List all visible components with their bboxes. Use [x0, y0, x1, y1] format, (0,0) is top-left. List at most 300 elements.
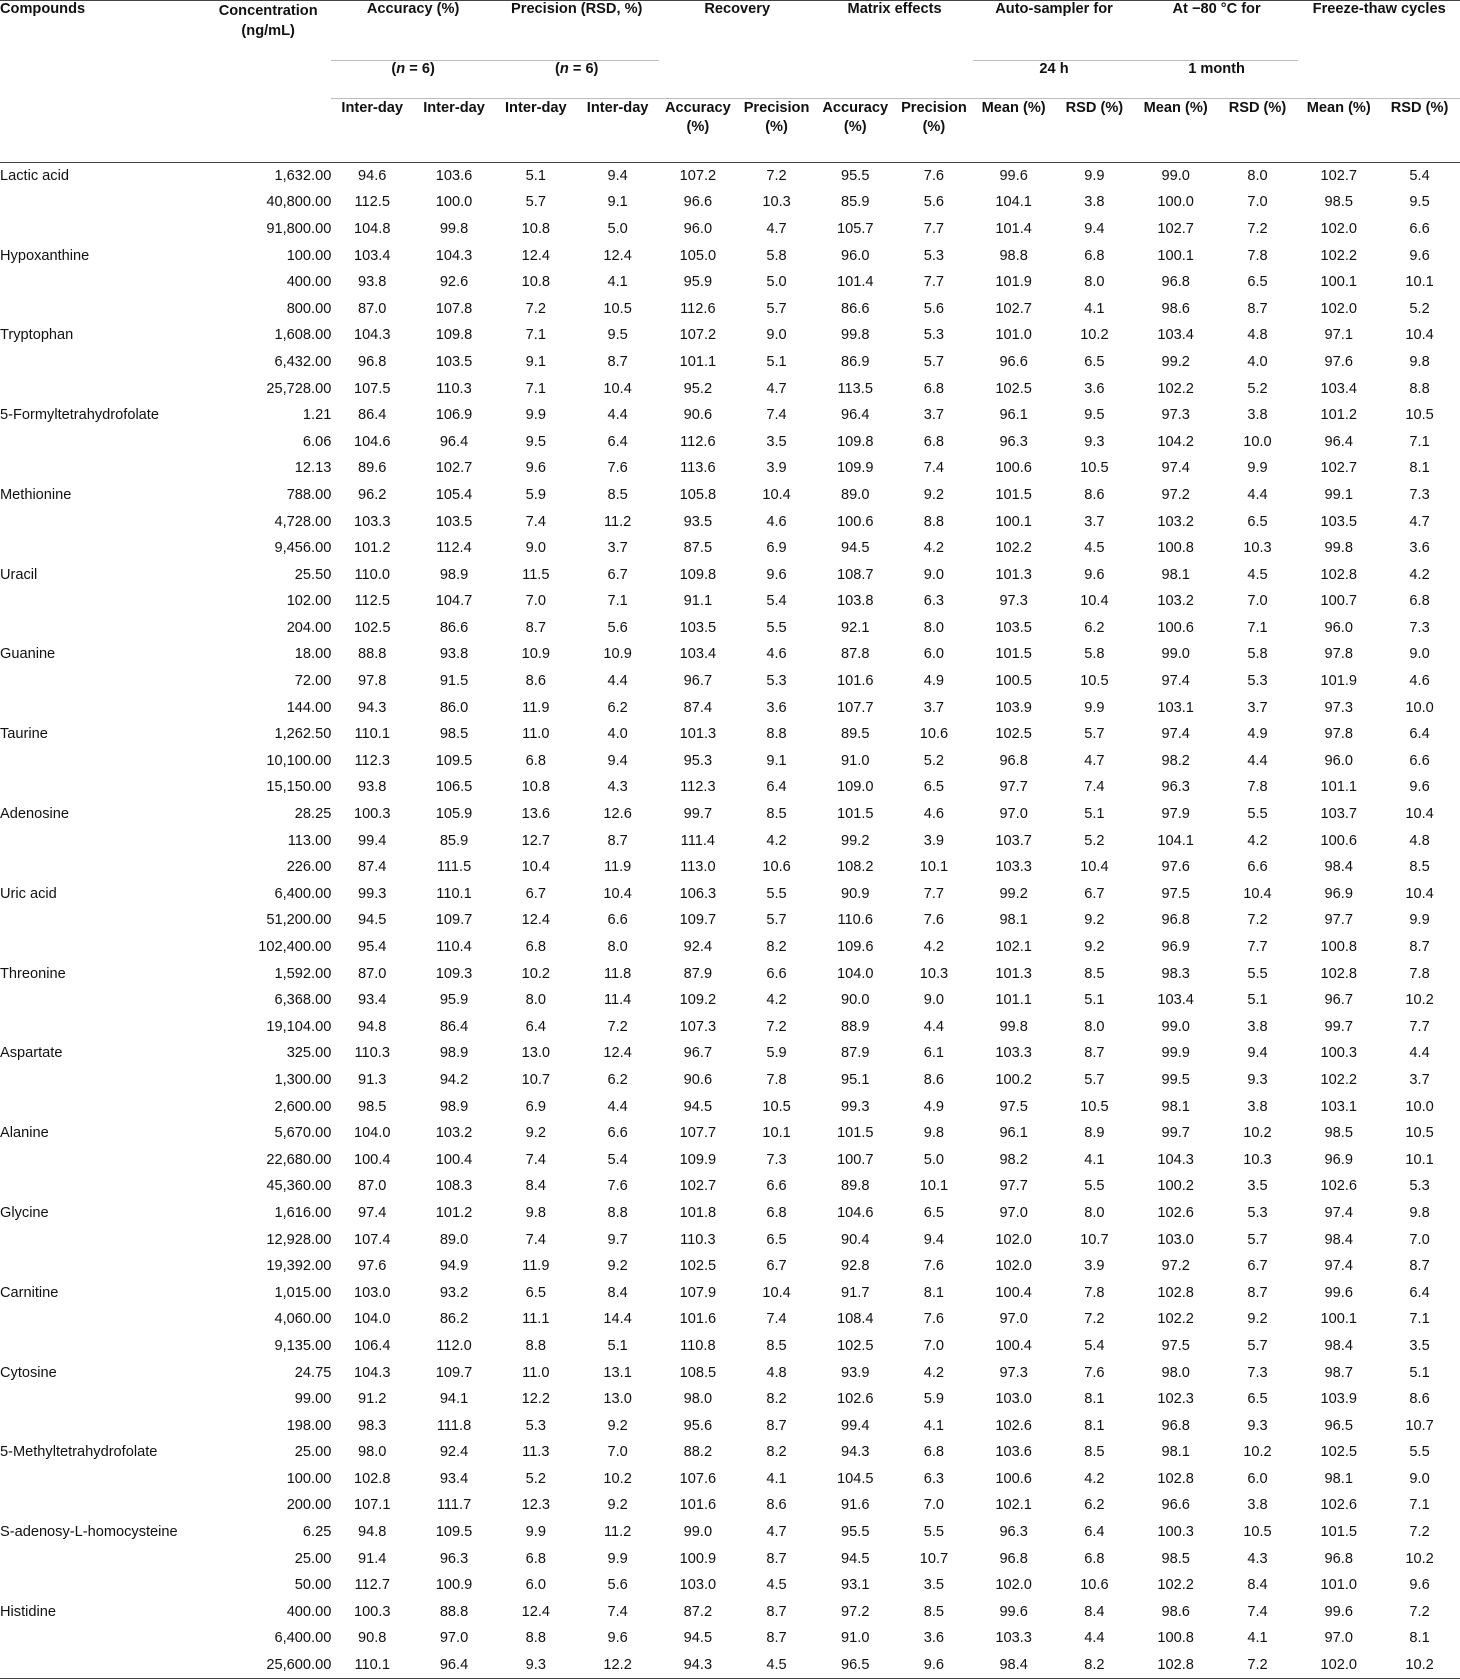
header-row-2: [0, 61, 1460, 99]
recovery-precision-cell: 4.8: [766, 1364, 787, 1381]
matrix-accuracy-cell: 94.5: [841, 1550, 870, 1567]
matrix-accuracy-cell: 87.9: [841, 1045, 870, 1062]
compound-cell: [0, 455, 205, 482]
matrix-precision-cell: 6.5: [923, 1204, 945, 1221]
matrix-precision-cell: 3.5: [923, 1577, 945, 1594]
precision-inter-day-cell: 8.0: [525, 992, 546, 1009]
freeze-thaw-mean-cell: 101.9: [1320, 673, 1358, 690]
accuracy-inter-day-cell-2: 94.9: [439, 1258, 469, 1275]
recovery-accuracy-cell: 107.9: [679, 1284, 717, 1301]
recovery-precision-cell: 4.1: [766, 1470, 787, 1487]
matrix-accuracy-cell: 107.7: [836, 699, 874, 716]
autosampler-mean-cell: 101.9: [995, 274, 1032, 291]
concentration-cell: 1,608.00: [274, 327, 332, 344]
freeze-thaw-rsd-cell: 7.7: [1409, 1018, 1430, 1035]
matrix-precision-cell: 4.4: [923, 1018, 945, 1035]
autosampler-rsd-cell: 4.4: [1084, 1630, 1105, 1647]
freeze-thaw-rsd-cell: 7.2: [1409, 1524, 1430, 1541]
table-row: [0, 748, 1460, 775]
autosampler-rsd-cell: 10.5: [1080, 460, 1109, 477]
minus80-rsd-cell: 5.5: [1247, 806, 1268, 823]
freeze-thaw-rsd-cell: 9.9: [1409, 912, 1430, 929]
minus80-rsd-cell: 5.2: [1247, 380, 1268, 397]
freeze-thaw-mean-cell: 98.4: [1324, 1337, 1353, 1354]
header-blank: [0, 99, 205, 163]
autosampler-mean-cell: 100.4: [995, 1284, 1032, 1301]
matrix-precision-cell: 4.9: [923, 1098, 945, 1115]
accuracy-inter-day-cell: 93.8: [358, 779, 387, 796]
freeze-thaw-rsd-cell: 9.0: [1409, 1470, 1430, 1487]
autosampler-rsd-cell: 5.7: [1084, 726, 1105, 743]
recovery-precision-cell: 10.4: [762, 1284, 791, 1301]
minus80-mean-cell: 97.6: [1161, 859, 1190, 876]
recovery-precision-cell: 10.4: [762, 486, 791, 503]
subheader-cell: Mean (%): [1298, 99, 1379, 163]
minus80-rsd-cell: 4.8: [1247, 327, 1268, 344]
minus80-rsd-cell: 5.5: [1247, 965, 1268, 982]
matrix-accuracy-cell: 109.0: [836, 779, 874, 796]
minus80-mean-cell: 98.0: [1161, 1364, 1190, 1381]
freeze-thaw-mean-cell: 99.6: [1324, 1603, 1353, 1620]
recovery-precision-cell: 5.7: [766, 912, 787, 929]
recovery-precision-cell: 8.7: [766, 1630, 787, 1647]
autosampler-rsd-cell: 4.1: [1084, 300, 1105, 317]
precision-inter-day-cell-2: 7.6: [607, 460, 628, 477]
compound-cell: [0, 295, 205, 322]
precision-inter-day-cell-2: 8.0: [607, 939, 628, 956]
minus80-rsd-cell: 6.0: [1247, 1470, 1268, 1487]
precision-inter-day-cell: 11.5: [522, 566, 550, 583]
matrix-accuracy-cell: 95.5: [841, 168, 870, 185]
matrix-accuracy-cell: 113.5: [837, 380, 873, 397]
precision-inter-day-cell-2: 5.4: [607, 1151, 628, 1168]
accuracy-inter-day-cell: 104.0: [353, 1311, 391, 1328]
precision-inter-day-cell-2: 11.8: [603, 965, 632, 982]
matrix-precision-cell: 4.9: [923, 673, 945, 690]
precision-inter-day-cell: 6.8: [525, 752, 546, 769]
accuracy-inter-day-cell: 97.6: [358, 1258, 387, 1275]
accuracy-inter-day-cell-2: 88.8: [439, 1603, 469, 1620]
concentration-cell: 9,456.00: [274, 540, 332, 557]
recovery-precision-cell: 6.9: [766, 540, 787, 557]
accuracy-inter-day-cell: 100.3: [353, 1603, 391, 1620]
subheader-cell: Inter-day: [331, 99, 413, 163]
accuracy-inter-day-cell: 86.4: [358, 407, 387, 424]
minus80-rsd-cell: 6.5: [1247, 1391, 1268, 1408]
precision-inter-day-cell-2: 4.1: [607, 274, 628, 291]
matrix-precision-cell: 10.3: [919, 965, 949, 982]
matrix-precision-cell: 7.6: [923, 168, 945, 185]
minus80-rsd-cell: 10.5: [1243, 1524, 1272, 1541]
freeze-thaw-mean-cell: 97.4: [1324, 1258, 1353, 1275]
precision-inter-day-cell-2: 4.4: [607, 1098, 628, 1115]
precision-inter-day-cell: 13.6: [521, 806, 551, 823]
concentration-cell: 6,368.00: [274, 992, 332, 1009]
autosampler-mean-cell: 96.6: [999, 353, 1028, 370]
minus80-rsd-cell: 10.0: [1243, 433, 1272, 450]
compound-cell: [0, 1466, 205, 1493]
precision-inter-day-cell-2: 6.2: [607, 1071, 628, 1088]
matrix-accuracy-cell: 85.9: [841, 194, 870, 211]
table-row: [0, 482, 1460, 509]
compound-cell: Tryptophan: [0, 327, 74, 344]
table-row: [0, 295, 1460, 322]
freeze-thaw-mean-cell: 98.5: [1324, 1125, 1353, 1142]
header-concentration: Concentration (ng/mL): [205, 1, 331, 61]
precision-inter-day-cell: 9.6: [525, 460, 546, 477]
table-row: [0, 1067, 1460, 1094]
precision-inter-day-cell-2: 8.7: [607, 832, 628, 849]
precision-inter-day-cell: 9.0: [525, 540, 546, 557]
matrix-accuracy-cell: 97.2: [841, 1603, 870, 1620]
minus80-mean-cell: 100.8: [1157, 540, 1194, 557]
header-freeze-thaw: Freeze-thaw cycles: [1298, 1, 1460, 61]
header-n-precision: (n = 6): [495, 61, 659, 99]
minus80-rsd-cell: 8.0: [1247, 168, 1268, 185]
minus80-rsd-cell: 7.3: [1247, 1364, 1268, 1381]
matrix-precision-cell: 3.7: [923, 407, 945, 424]
freeze-thaw-mean-cell: 103.5: [1320, 513, 1358, 530]
minus80-mean-cell: 99.7: [1161, 1125, 1190, 1142]
compound-cell: Cytosine: [0, 1364, 57, 1381]
concentration-cell: 144.00: [286, 699, 332, 716]
precision-inter-day-cell: 10.7: [521, 1071, 551, 1088]
accuracy-inter-day-cell: 96.8: [358, 353, 387, 370]
accuracy-inter-day-cell-2: 104.7: [435, 593, 473, 610]
minus80-rsd-cell: 3.7: [1247, 699, 1268, 716]
minus80-rsd-cell: 3.5: [1247, 1178, 1268, 1195]
minus80-rsd-cell: 7.2: [1217, 1652, 1299, 1679]
concentration-cell: 19,104.00: [266, 1018, 332, 1035]
precision-inter-day-cell: 11.1: [522, 1311, 550, 1328]
precision-inter-day-cell-2: 5.6: [607, 1577, 628, 1594]
matrix-precision-cell: 8.6: [923, 1071, 945, 1088]
minus80-rsd-cell: 4.9: [1247, 726, 1268, 743]
freeze-thaw-mean-cell: 100.8: [1320, 939, 1358, 956]
autosampler-mean-cell: 96.1: [999, 407, 1028, 424]
matrix-accuracy-cell: 92.1: [841, 619, 870, 636]
recovery-precision-cell: 7.2: [766, 1018, 787, 1035]
autosampler-mean-cell: 102.0: [995, 1258, 1032, 1275]
table-row: [0, 907, 1460, 934]
matrix-precision-cell: 9.0: [923, 992, 945, 1009]
precision-inter-day-cell-2: 6.4: [607, 433, 628, 450]
recovery-accuracy-cell: 90.6: [683, 407, 713, 424]
freeze-thaw-rsd-cell: 4.7: [1409, 513, 1430, 530]
accuracy-inter-day-cell: 94.3: [358, 699, 387, 716]
recovery-precision-cell: 5.8: [766, 247, 787, 264]
concentration-cell: 40,800.00: [266, 194, 332, 211]
precision-inter-day-cell: 8.4: [525, 1178, 546, 1195]
subheader-cell: Precision (%): [737, 99, 816, 163]
freeze-thaw-rsd-cell: 8.1: [1409, 1630, 1430, 1647]
concentration-cell: 24.75: [294, 1364, 332, 1381]
matrix-accuracy-cell: 86.9: [841, 353, 870, 370]
precision-inter-day-cell-2: 11.2: [603, 1524, 632, 1541]
minus80-rsd-cell: 8.4: [1247, 1577, 1268, 1594]
accuracy-inter-day-cell: 101.2: [353, 540, 391, 557]
matrix-accuracy-cell: 93.9: [841, 1364, 870, 1381]
compound-cell: [0, 1545, 205, 1572]
recovery-precision-cell: 4.7: [766, 220, 787, 237]
freeze-thaw-mean-cell: 96.4: [1324, 433, 1353, 450]
accuracy-inter-day-cell: 104.3: [353, 1364, 391, 1381]
autosampler-mean-cell: 100.1: [995, 513, 1032, 530]
compound-cell: [0, 349, 205, 376]
accuracy-inter-day-cell: 87.4: [358, 859, 387, 876]
recovery-accuracy-cell: 101.1: [679, 353, 717, 370]
matrix-precision-cell: 5.3: [923, 247, 945, 264]
autosampler-rsd-cell: 10.5: [1080, 1098, 1109, 1115]
precision-inter-day-cell-2: 9.1: [607, 194, 628, 211]
minus80-rsd-cell: 3.8: [1247, 1098, 1268, 1115]
autosampler-mean-cell: 102.0: [995, 1577, 1032, 1594]
accuracy-inter-day-cell-2: 110.1: [436, 885, 472, 902]
autosampler-mean-cell: 97.7: [999, 779, 1028, 796]
accuracy-inter-day-cell-2: 96.4: [439, 433, 469, 450]
table-row: [0, 881, 1460, 908]
autosampler-rsd-cell: 8.6: [1084, 486, 1105, 503]
recovery-precision-cell: 4.2: [766, 832, 787, 849]
minus80-rsd-cell: 7.1: [1247, 619, 1268, 636]
recovery-accuracy-cell: 110.3: [680, 1231, 716, 1248]
matrix-precision-cell: 8.8: [923, 513, 945, 530]
header-minus80-time: 1 month: [1135, 61, 1299, 99]
recovery-accuracy-cell: 96.0: [683, 220, 713, 237]
matrix-precision-cell: 5.6: [923, 194, 945, 211]
concentration-cell: 6,432.00: [274, 353, 332, 370]
matrix-precision-cell: 7.7: [923, 274, 945, 291]
table-row: [0, 1625, 1460, 1652]
freeze-thaw-mean-cell: 102.6: [1320, 1497, 1358, 1514]
matrix-accuracy-cell: 95.5: [841, 1524, 870, 1541]
recovery-precision-cell: 6.6: [766, 1178, 787, 1195]
precision-inter-day-cell-2: 5.1: [607, 1337, 628, 1354]
accuracy-inter-day-cell: 99.4: [358, 832, 387, 849]
compound-cell: [0, 1412, 205, 1439]
accuracy-inter-day-cell: 96.2: [358, 486, 387, 503]
table-row: [0, 960, 1460, 987]
autosampler-mean-cell: 96.3: [999, 1524, 1028, 1541]
compound-cell: Histidine: [0, 1603, 56, 1620]
accuracy-inter-day-cell-2: 112.4: [436, 540, 472, 557]
minus80-mean-cell: 102.2: [1157, 1311, 1194, 1328]
table-row: [0, 1519, 1460, 1546]
recovery-accuracy-cell: 109.2: [679, 992, 717, 1009]
recovery-precision-cell: 3.9: [766, 460, 787, 477]
precision-inter-day-cell: 10.9: [521, 646, 551, 663]
matrix-accuracy-cell: 99.8: [841, 327, 870, 344]
concentration-cell: 99.00: [294, 1391, 332, 1408]
table-row: [0, 428, 1460, 455]
recovery-accuracy-cell: 108.5: [679, 1364, 717, 1381]
recovery-accuracy-cell: 109.7: [679, 912, 717, 929]
freeze-thaw-mean-cell: 101.0: [1320, 1577, 1358, 1594]
matrix-accuracy-cell: 99.4: [841, 1417, 870, 1434]
matrix-precision-cell: 3.7: [923, 699, 945, 716]
matrix-precision-cell: 9.6: [895, 1652, 974, 1679]
minus80-rsd-cell: 8.7: [1247, 1284, 1268, 1301]
autosampler-rsd-cell: 9.6: [1084, 566, 1105, 583]
accuracy-inter-day-cell-2: 112.0: [436, 1337, 472, 1354]
minus80-mean-cell: 102.8: [1157, 1284, 1194, 1301]
concentration-cell: 72.00: [294, 673, 332, 690]
minus80-rsd-cell: 4.5: [1247, 566, 1268, 583]
matrix-accuracy-cell: 104.6: [836, 1204, 874, 1221]
recovery-precision-cell: 6.6: [766, 965, 787, 982]
autosampler-rsd-cell: 6.5: [1084, 353, 1105, 370]
table-row: [0, 1200, 1460, 1227]
minus80-mean-cell: 102.8: [1135, 1652, 1217, 1679]
table-row: [0, 163, 1460, 190]
concentration-cell: 4,060.00: [274, 1311, 332, 1328]
minus80-mean-cell: 98.1: [1161, 566, 1190, 583]
minus80-mean-cell: 96.8: [1161, 1417, 1190, 1434]
recovery-accuracy-cell: 105.8: [679, 486, 717, 503]
recovery-precision-cell: 8.7: [766, 1550, 787, 1567]
autosampler-mean-cell: 101.1: [995, 992, 1032, 1009]
compound-cell: Methionine: [0, 486, 72, 503]
subheader-cell: Mean (%): [973, 99, 1054, 163]
freeze-thaw-rsd-cell: 7.1: [1409, 1497, 1430, 1514]
recovery-accuracy-cell: 93.5: [683, 513, 713, 530]
minus80-mean-cell: 98.6: [1161, 300, 1190, 317]
accuracy-inter-day-cell-2: 110.4: [436, 939, 472, 956]
recovery-accuracy-cell: 112.6: [680, 433, 716, 450]
accuracy-inter-day-cell: 106.4: [353, 1337, 391, 1354]
autosampler-rsd-cell: 9.2: [1084, 939, 1105, 956]
accuracy-inter-day-cell-2: 85.9: [439, 832, 469, 849]
concentration-cell: 100.00: [286, 247, 332, 264]
freeze-thaw-mean-cell: 98.1: [1324, 1470, 1353, 1487]
recovery-accuracy-cell: 111.4: [680, 832, 716, 849]
freeze-thaw-mean-cell: 100.6: [1320, 832, 1358, 849]
accuracy-inter-day-cell: 91.3: [358, 1071, 387, 1088]
accuracy-inter-day-cell-2: 86.6: [439, 619, 469, 636]
autosampler-rsd-cell: 10.4: [1080, 859, 1109, 876]
recovery-precision-cell: 8.7: [766, 1417, 787, 1434]
accuracy-inter-day-cell: 104.6: [353, 433, 391, 450]
recovery-precision-cell: 6.5: [766, 1231, 787, 1248]
minus80-rsd-cell: 9.3: [1247, 1417, 1268, 1434]
freeze-thaw-rsd-cell: 10.0: [1405, 699, 1434, 716]
precision-inter-day-cell: 7.4: [525, 1231, 546, 1248]
freeze-thaw-mean-cell: 100.1: [1320, 1311, 1358, 1328]
autosampler-mean-cell: 97.0: [999, 806, 1028, 823]
freeze-thaw-rsd-cell: 8.6: [1409, 1391, 1430, 1408]
autosampler-rsd-cell: 9.9: [1084, 168, 1105, 185]
accuracy-inter-day-cell: 112.7: [354, 1577, 390, 1594]
minus80-rsd-cell: 7.8: [1247, 779, 1268, 796]
accuracy-inter-day-cell-2: 106.9: [435, 407, 473, 424]
precision-inter-day-cell: 9.8: [525, 1204, 546, 1221]
compound-cell: Threonine: [0, 965, 66, 982]
concentration-cell: 19,392.00: [266, 1258, 332, 1275]
accuracy-inter-day-cell: 104.8: [353, 220, 391, 237]
concentration-cell: 6,400.00: [274, 1630, 332, 1647]
autosampler-mean-cell: 102.0: [995, 1231, 1032, 1248]
matrix-accuracy-cell: 108.4: [836, 1311, 874, 1328]
recovery-precision-cell: 8.6: [766, 1497, 787, 1514]
matrix-accuracy-cell: 105.7: [836, 220, 874, 237]
accuracy-inter-day-cell: 93.4: [358, 992, 387, 1009]
minus80-mean-cell: 100.3: [1157, 1524, 1194, 1541]
accuracy-inter-day-cell: 98.3: [358, 1417, 387, 1434]
minus80-mean-cell: 96.6: [1161, 1497, 1190, 1514]
precision-inter-day-cell: 6.8: [525, 939, 546, 956]
table-row: [0, 721, 1460, 748]
autosampler-rsd-cell: 10.2: [1080, 327, 1109, 344]
concentration-cell: 12,928.00: [266, 1231, 332, 1248]
autosampler-mean-cell: 100.6: [995, 1470, 1032, 1487]
minus80-mean-cell: 103.0: [1157, 1231, 1194, 1248]
minus80-mean-cell: 103.2: [1157, 593, 1194, 610]
matrix-precision-cell: 7.7: [923, 220, 945, 237]
matrix-accuracy-cell: 96.5: [816, 1652, 895, 1679]
subheader-cell: RSD (%): [1379, 99, 1460, 163]
minus80-mean-cell: 96.9: [1161, 939, 1190, 956]
autosampler-mean-cell: 101.5: [995, 486, 1032, 503]
freeze-thaw-rsd-cell: 7.0: [1409, 1231, 1430, 1248]
precision-inter-day-cell: 6.8: [525, 1550, 546, 1567]
autosampler-mean-cell: 101.3: [995, 566, 1032, 583]
autosampler-rsd-cell: 5.1: [1084, 806, 1105, 823]
accuracy-inter-day-cell-2: 105.9: [435, 806, 473, 823]
accuracy-inter-day-cell-2: 104.3: [435, 247, 473, 264]
matrix-accuracy-cell: 101.5: [836, 1125, 874, 1142]
precision-inter-day-cell-2: 9.6: [607, 1630, 628, 1647]
recovery-accuracy-cell: 109.8: [679, 566, 717, 583]
recovery-precision-cell: 3.5: [766, 433, 787, 450]
freeze-thaw-mean-cell: 96.9: [1324, 1151, 1353, 1168]
minus80-mean-cell: 102.8: [1157, 1470, 1194, 1487]
minus80-rsd-cell: 4.4: [1247, 752, 1268, 769]
recovery-precision-cell: 10.6: [762, 859, 791, 876]
table-row: [0, 216, 1460, 243]
recovery-accuracy-cell: 87.4: [683, 699, 713, 716]
autosampler-rsd-cell: 7.8: [1084, 1284, 1105, 1301]
accuracy-inter-day-cell: 112.3: [354, 752, 390, 769]
minus80-rsd-cell: 5.3: [1247, 673, 1268, 690]
table-row: [0, 1253, 1460, 1280]
concentration-cell: 25.50: [294, 566, 332, 583]
precision-inter-day-cell-2: 10.5: [603, 300, 632, 317]
precision-inter-day-cell: 9.2: [525, 1125, 546, 1142]
recovery-precision-cell: 4.5: [737, 1652, 816, 1679]
recovery-accuracy-cell: 103.5: [679, 619, 717, 636]
autosampler-rsd-cell: 8.0: [1084, 1204, 1105, 1221]
accuracy-inter-day-cell: 100.3: [353, 806, 391, 823]
minus80-mean-cell: 99.9: [1161, 1045, 1190, 1062]
minus80-mean-cell: 99.0: [1161, 1018, 1190, 1035]
concentration-cell: 226.00: [286, 859, 332, 876]
freeze-thaw-mean-cell: 102.7: [1320, 168, 1358, 185]
header-precision: Precision (RSD, %): [495, 1, 659, 61]
autosampler-mean-cell: 98.1: [999, 912, 1028, 929]
recovery-accuracy-cell: 99.0: [683, 1524, 713, 1541]
matrix-accuracy-cell: 91.0: [841, 1630, 870, 1647]
matrix-accuracy-cell: 94.5: [841, 540, 870, 557]
freeze-thaw-mean-cell: 101.5: [1320, 1524, 1358, 1541]
autosampler-rsd-cell: 6.8: [1084, 247, 1105, 264]
precision-inter-day-cell: 10.8: [521, 220, 551, 237]
table-row: [0, 349, 1460, 376]
header-compounds: Compounds: [0, 1, 205, 61]
concentration-cell: 113.00: [287, 832, 332, 849]
accuracy-inter-day-cell: 91.4: [358, 1550, 387, 1567]
minus80-mean-cell: 104.3: [1157, 1151, 1194, 1168]
autosampler-mean-cell: 102.1: [995, 939, 1032, 956]
